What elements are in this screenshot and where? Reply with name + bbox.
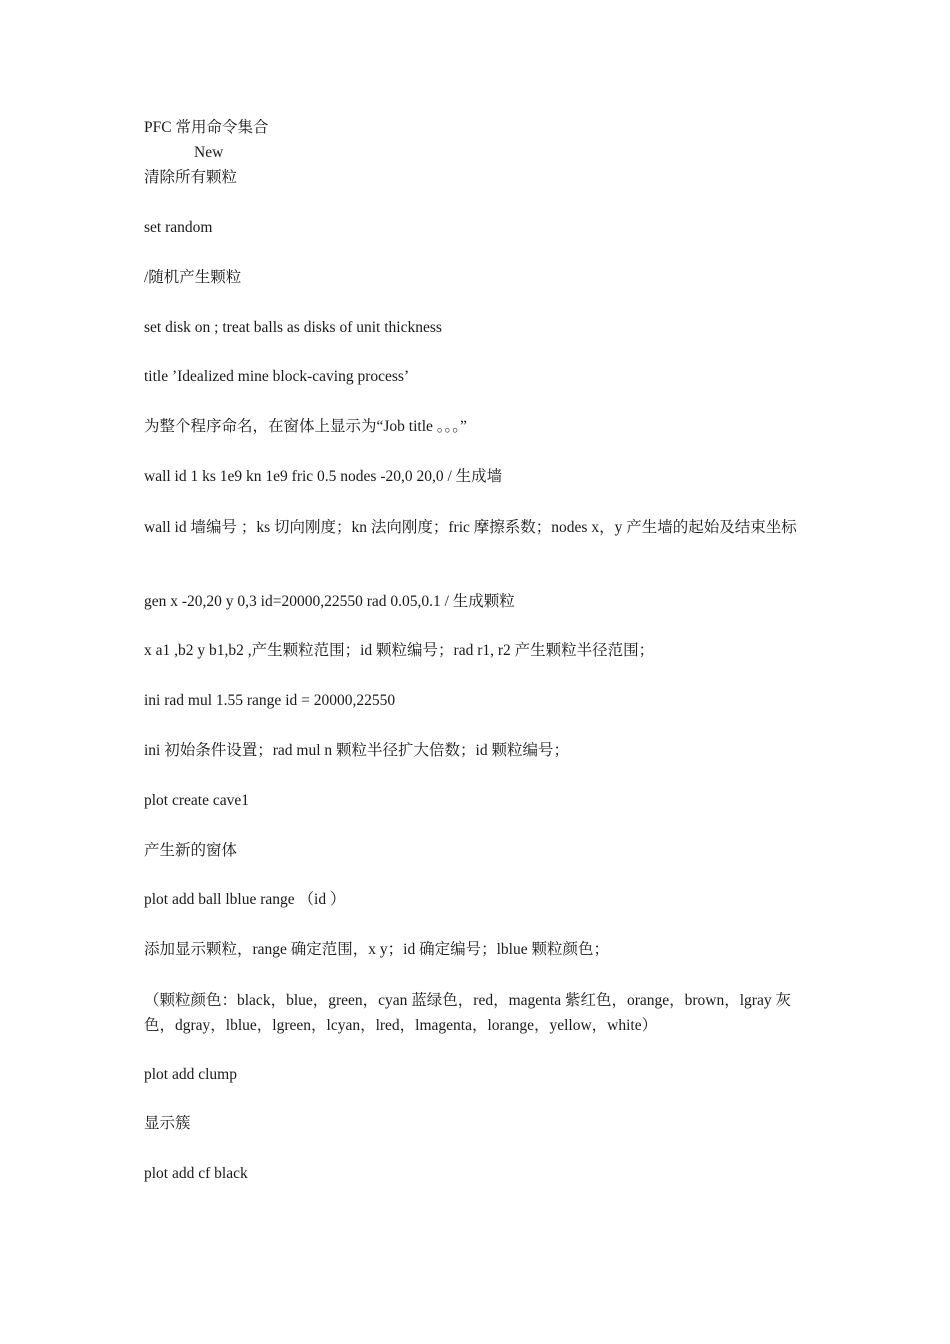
command-wall: wall id 1 ks 1e9 kn 1e9 fric 0.5 nodes -20,0 20,0 / 生成墙 [144, 468, 503, 485]
description-set-random: /随机产生颗粒 [144, 269, 242, 286]
description-plot-add-clump: 显示簇 [144, 1115, 191, 1132]
description-new: 清除所有颗粒 [144, 169, 238, 186]
command-set-disk: set disk on ; treat balls as disks of unit thickness [144, 319, 442, 336]
description-gen: x a1 ,b2 y b1,b2 ,产生颗粒范围；id 颗粒编号；rad r1, r2 产生颗粒半径范围； [144, 642, 655, 659]
command-ini-rad: ini rad mul 1.55 range id = 20000,22550 [144, 692, 396, 709]
description-wall: wall id 墙编号 ；ks 切向刚度；kn 法向刚度；fric 摩擦系数；nodes x，y 产生墙的起始及结束坐标 [144, 519, 797, 536]
description-plot-create: 产生新的窗体 [144, 842, 238, 859]
command-plot-add-cf: plot add cf black [144, 1165, 248, 1182]
command-plot-add-clump: plot add clump [144, 1066, 237, 1083]
command-set-random: set random [144, 219, 213, 236]
command-plot-create: plot create cave1 [144, 792, 249, 809]
command-gen: gen x -20,20 y 0,3 id=20000,22550 rad 0.05,0.1 / 生成颗粒 [144, 593, 515, 610]
ball-color-list: （颗粒颜色：black，blue，green，cyan 蓝绿色，red，magenta 紫红色，orange，brown，lgray 灰色，dgray，lblue，lgreen，lcyan，lred，lmagenta，lorange，yellow，white） [144, 992, 791, 1034]
command-plot-add-ball: plot add ball lblue range （id ） [144, 891, 346, 908]
description-ini: ini 初始条件设置；rad mul n 颗粒半径扩大倍数；id 颗粒编号； [144, 742, 569, 759]
description-title: 为整个程序命名，在窗体上显示为“Job title 。。。” [144, 418, 467, 435]
command-title: title ’Idealized mine block-caving process’ [144, 368, 410, 385]
command-new: New [194, 144, 224, 161]
description-plot-add-ball: 添加显示颗粒，range 确定范围，x y；id 确定编号；lblue 颗粒颜色； [144, 941, 609, 958]
document-title: PFC 常用命令集合 [144, 119, 269, 136]
